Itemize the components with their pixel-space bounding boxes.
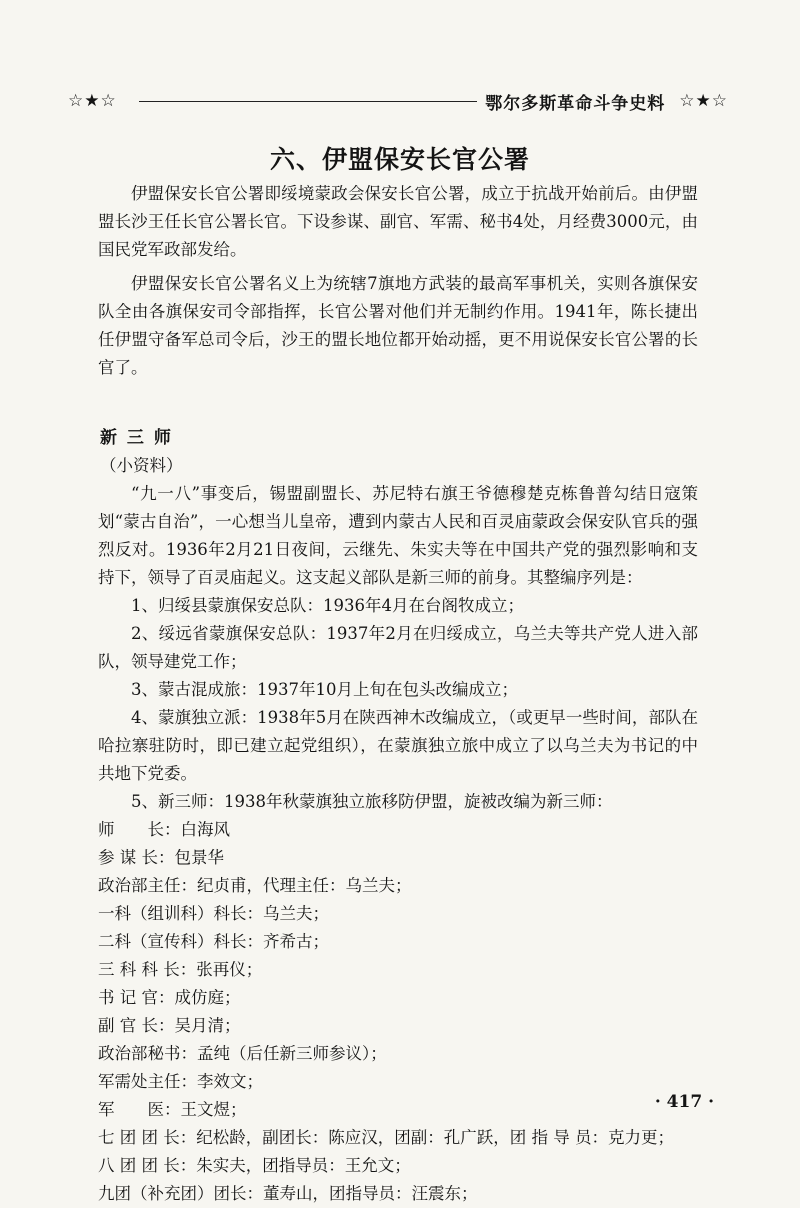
list-item: 3、蒙古混成旅：1937年10月上旬在包头改编成立；	[131, 680, 518, 699]
roster-line: 政治部主任：纪贞甫，代理主任：乌兰夫；	[98, 876, 412, 895]
section-intro: “九一八”事变后，锡盟副盟长、苏尼特右旗王爷德穆楚克栋鲁普勾结日寇策划“蒙古自治”，一心想当儿皇帝，遭到内蒙古人民和百灵庙蒙政会保安队官兵的强烈反对。1936年2月21日夜间，云继先、朱实夫等在中国共产党的强烈影响和支持下，领导了百灵庙起义。这支起义部队是新三师的前身。其整编序列是：	[98, 484, 698, 587]
header-rule	[139, 101, 478, 102]
page-title: 六、伊盟保安长官公署	[269, 145, 530, 174]
roster-line: 书 记 官：成仿庭；	[98, 988, 241, 1007]
roster-line: 九团（补充团）团长：董寿山，团指导员：汪震东；	[98, 1184, 478, 1203]
roster-line: 三 科 科 长：张再仪；	[98, 960, 263, 979]
section-subheading: （小资料）	[100, 456, 183, 475]
roster-line: 师 长：白海风	[98, 820, 230, 839]
body-text	[98, 180, 698, 1208]
roster-line: 参 谋 长：包景华	[98, 848, 224, 867]
paragraph: 伊盟保安长官公署名义上为统辖7旗地方武装的最高军事机关，实则各旗保安队全由各旗保安司令部指挥，长官公署对他们并无制约作用。1941年，陈长捷出任伊盟守备军总司令后，沙王的盟长地位都开始动摇，更不用说保安长官公署的长官了。	[98, 274, 698, 377]
paragraph: 伊盟保安长官公署即绥境蒙政会保安长官公署，成立于抗战开始前后。由伊盟盟长沙王任长官公署长官。下设参谋、副官、军需、秘书4处，月经费3000元，由国民党军政部发给。	[98, 184, 698, 259]
roster-line: 政治部秘书：孟纯（后任新三师参议）；	[98, 1044, 387, 1063]
right-stars-ornament: ☆★☆	[679, 91, 728, 111]
list-item: 5、新三师：1938年秋蒙旗独立旅移防伊盟，旋被改编为新三师：	[131, 792, 613, 811]
list-item: 2、绥远省蒙旗保安总队：1937年2月在归绥成立，乌兰夫等共产党人进入部队，领导建党工作；	[98, 624, 698, 671]
roster-line: 八 团 团 长：朱实夫，团指导员：王允文；	[98, 1156, 411, 1175]
page-number: · 417 ·	[654, 1092, 714, 1112]
running-header	[68, 86, 728, 116]
roster-line: 二科（宣传科）科长：齐希古；	[98, 932, 329, 951]
roster-line: 七 团 团 长：纪松龄，副团长：陈应汉，团副：孔广跃，团 指 导 员：克力更；	[98, 1128, 674, 1147]
roster-line: 军需处主任：李效文；	[98, 1072, 263, 1091]
roster-line: 副 官 长：吴月清；	[98, 1016, 241, 1035]
roster-line: 军 医：王文煜；	[98, 1100, 247, 1119]
section-heading: 新 三 师	[100, 428, 173, 448]
list-item: 1、归绥县蒙旗保安总队：1936年4月在台阁牧成立；	[131, 596, 524, 615]
running-title: 鄂尔多斯革命斗争史料	[485, 93, 666, 114]
left-stars-ornament: ☆★☆	[68, 91, 117, 111]
list-item: 4、蒙旗独立派：1938年5月在陕西神木改编成立，（或更早一些时间，部队在哈拉寨驻防时，即已建立起党组织），在蒙旗独立旅中成立了以乌兰夫为书记的中共地下党委。	[98, 708, 698, 783]
roster-line: 一科（组训科）科长：乌兰夫；	[98, 904, 329, 923]
